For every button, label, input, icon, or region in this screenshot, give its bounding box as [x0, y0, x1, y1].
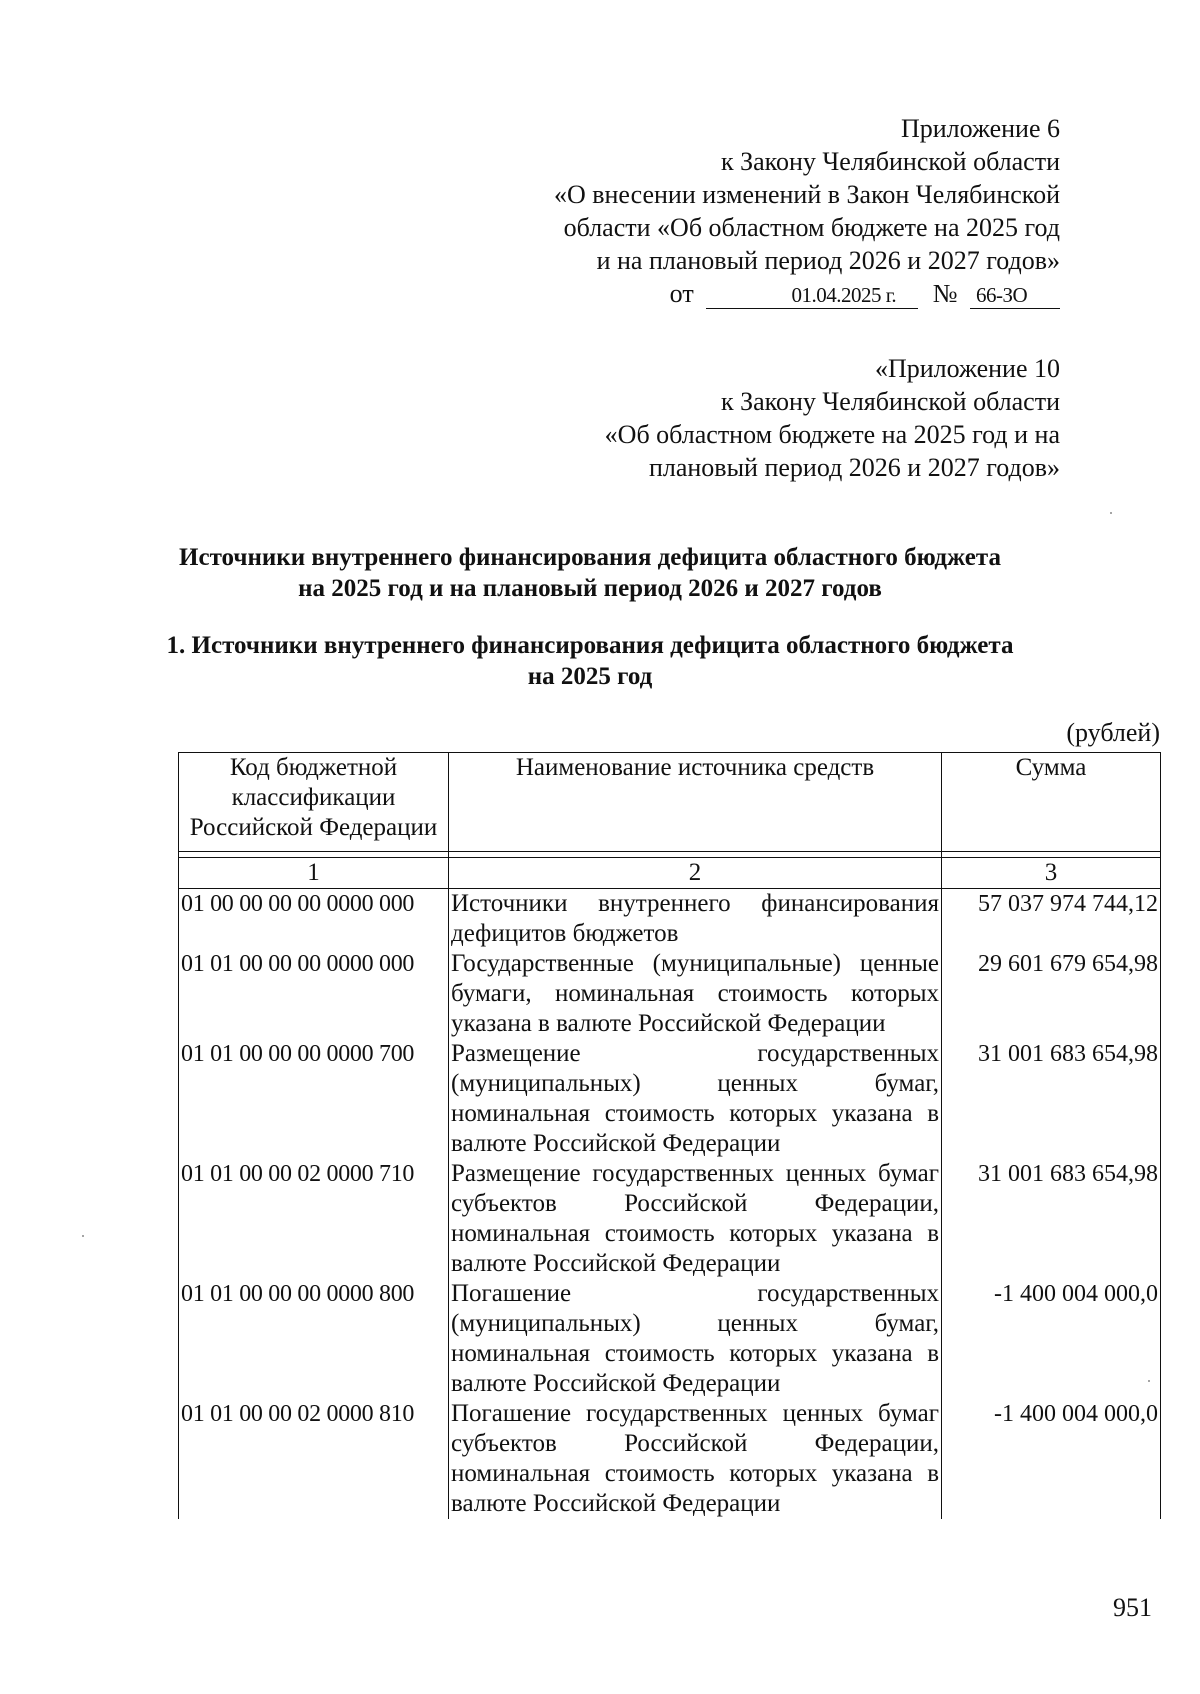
law-date-number-line — [554, 277, 1060, 310]
document-title — [150, 542, 1030, 604]
appendix-header-line: Приложение 6 — [900, 114, 1060, 143]
financing-sources-table — [178, 752, 1161, 1519]
amount: -1 400 004 000,0 — [942, 1279, 1161, 1399]
table-row — [179, 1399, 1161, 1519]
scan-speck — [1148, 1380, 1150, 1382]
section-title-line: 1. Источники внутреннего финансирования дефицита областного бюджета — [166, 632, 1014, 659]
appendix-original-line: к Закону Челябинской области — [720, 387, 1060, 416]
table-row — [179, 949, 1161, 1039]
section-title — [150, 630, 1030, 692]
table-row — [179, 1039, 1161, 1159]
units-label: (рублей) — [1066, 718, 1160, 747]
document-title-line: Источники внутреннего финансирования дефицита областного бюджета — [179, 544, 1001, 571]
source-name: Государственные (муниципальные) ценные бумаги, номинальная стоимость которых указана в валюте Российской Федерации — [449, 949, 942, 1039]
scan-speck — [82, 1235, 84, 1237]
amount: 31 001 683 654,98 — [942, 1039, 1161, 1159]
source-name: Источники внутреннего финансирования дефицитов бюджетов — [449, 889, 942, 950]
appendix-header-line: и на плановый период 2026 и 2027 годов» — [596, 246, 1060, 275]
table-row — [179, 1159, 1161, 1279]
header-code: Код бюджетной классификации Российской Федерации — [179, 753, 449, 852]
appendix-original-line: «Приложение 10 — [874, 354, 1060, 383]
scan-speck — [1110, 512, 1112, 514]
table-row — [179, 1279, 1161, 1399]
from-label: от — [669, 279, 694, 308]
budget-code: 01 01 00 00 00 0000 000 — [179, 949, 449, 1039]
number-label: № — [932, 279, 958, 308]
law-date-field: 01.04.2025 г. — [706, 282, 918, 309]
source-name: Погашение государственных (муниципальных) ценных бумаг, номинальная стоимость которых указана в валюте Российской Федерации — [449, 1279, 942, 1399]
budget-code: 01 01 00 00 00 0000 700 — [179, 1039, 449, 1159]
section-title-line: на 2025 год — [527, 663, 653, 690]
appendix-header-line: области «Об областном бюджете на 2025 год — [563, 213, 1060, 242]
column-number: 2 — [449, 858, 942, 889]
appendix-10-header — [605, 352, 1060, 484]
budget-code: 01 00 00 00 00 0000 000 — [179, 889, 449, 950]
source-name: Размещение государственных ценных бумаг субъектов Российской Федерации, номинальная стоимость которых указана в валюте Российской Федерации — [449, 1159, 942, 1279]
table-row — [179, 889, 1161, 950]
amount: 31 001 683 654,98 — [942, 1159, 1161, 1279]
law-number-field: 66-ЗО — [970, 282, 1060, 309]
table-header-row — [179, 753, 1161, 852]
amount: -1 400 004 000,0 — [942, 1399, 1161, 1519]
appendix-header-line: «О внесении изменений в Закон Челябинской — [553, 180, 1060, 209]
appendix-header-line: к Закону Челябинской области — [720, 147, 1060, 176]
budget-code: 01 01 00 00 02 0000 810 — [179, 1399, 449, 1519]
page-number: 951 — [1113, 1593, 1152, 1622]
header-name: Наименование источника средств — [449, 753, 942, 852]
appendix-6-header — [554, 112, 1060, 310]
source-name: Погашение государственных ценных бумаг субъектов Российской Федерации, номинальная стоимость которых указана в валюте Российской Федерации — [449, 1399, 942, 1519]
source-name: Размещение государственных (муниципальных) ценных бумаг, номинальная стоимость которых указана в валюте Российской Федерации — [449, 1039, 942, 1159]
budget-code: 01 01 00 00 02 0000 710 — [179, 1159, 449, 1279]
column-number: 3 — [942, 858, 1161, 889]
header-sum: Сумма — [942, 753, 1161, 852]
amount: 29 601 679 654,98 — [942, 949, 1161, 1039]
document-title-line: на 2025 год и на плановый период 2026 и 2027 годов — [298, 575, 882, 602]
column-number: 1 — [179, 858, 449, 889]
appendix-original-line: «Об областном бюджете на 2025 год и на — [604, 420, 1060, 449]
budget-code: 01 01 00 00 00 0000 800 — [179, 1279, 449, 1399]
appendix-original-line: плановый период 2026 и 2027 годов» — [648, 453, 1060, 482]
amount: 57 037 974 744,12 — [942, 889, 1161, 950]
column-number-row — [179, 858, 1161, 889]
